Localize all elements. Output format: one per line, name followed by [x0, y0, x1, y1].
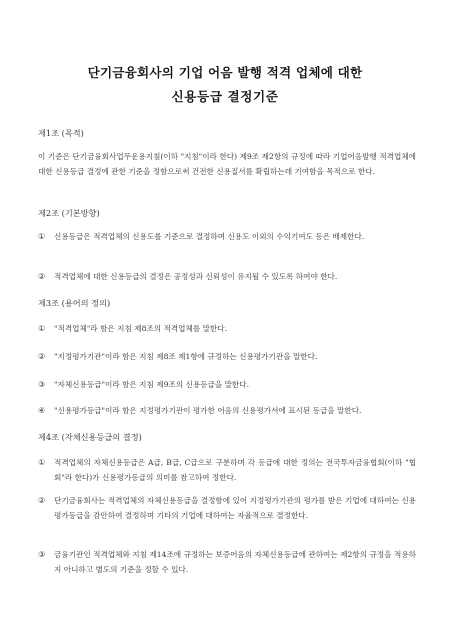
- article-3-item-2: [38, 350, 416, 365]
- item-text: 신용등급은 적격업체의 신용도를 기준으로 결정하며 신용도 이외의 수익기여도 등은 배제한다.: [54, 232, 365, 241]
- item-number: ①: [38, 232, 46, 241]
- article-3-heading: 제3조 (용어의 정의): [38, 298, 111, 308]
- item-text: 적격업체에 대한 신용등급의 결정은 공정성과 신뢰성이 유지될 수 있도록 하여야 한다.: [54, 272, 338, 281]
- item-text: "자체신용등급"이라 함은 지침 제9조의 신용등급을 말한다.: [54, 380, 250, 389]
- article-4-item-2: [38, 494, 416, 523]
- article-2-item-1: [38, 230, 416, 245]
- article-3-item-4: [38, 404, 416, 419]
- document-title-line-1: 단기금융회사의 기업 어음 발행 적격 업체에 대한: [87, 65, 363, 80]
- article-1-paragraph: 이 기준은 단기금융회사업무운용지침(이하 "지침"이라 한다) 제9조 제2항의 규정에 따라 기업어음발행 적격업체에 대한 신용등급 결정에 관한 기준을 정함으로써 건전한 신용질서를 확립하는데 기여함을 목적으로 한다.: [38, 152, 416, 176]
- item-number: ③: [38, 380, 46, 389]
- item-text: "신용평가등급"이라 함은 지정평가기관이 평가한 어음의 신용평가서에 표시된 등급을 말한다.: [54, 406, 362, 415]
- article-3-item-1: [38, 322, 416, 337]
- article-1-heading: 제1조 (목적): [38, 128, 84, 138]
- item-text: "적격업체"라 함은 지침 제8조의 적격업체를 말한다.: [54, 324, 228, 333]
- document-title-line-2: 신용등급 결정기준: [171, 89, 279, 104]
- item-number: ①: [38, 458, 46, 467]
- item-text: 적격업체의 자체신용등급은 A급, B급, C급으로 구분하며 각 등급에 대한 정의는 전국투자금융협회(이하 "협회"라 한다)가 신용평가등급의 의미를 참고하여 정한다.: [54, 458, 416, 482]
- article-4-heading: 제4조 (자체신용등급의 결정): [38, 432, 142, 442]
- item-text: 금융기관인 적격업체와 지침 제14조에 규정하는 보증어음의 자체신용등급에 관하여는 제2항의 규정을 적용하지 아니하고 별도의 기준을 정할 수 있다.: [54, 550, 416, 574]
- item-number: ②: [38, 272, 46, 281]
- article-4-item-3: [38, 548, 416, 577]
- item-number: ②: [38, 352, 46, 361]
- article-2-item-2: [38, 270, 416, 285]
- item-text: 단기금융회사는 적격업체의 자체신용등급을 결정함에 있어 지정평가기관의 평가를 받은 기업에 대하여는 신용평가등급을 감안하여 결정하며 기타의 기업에 대하여는 자율적으로 결정한다.: [54, 496, 416, 520]
- article-4-item-1: [38, 456, 416, 485]
- item-text: "지정평가기관"이라 함은 지침 제8조 제1항에 규정하는 신용평가기관을 말한다.: [54, 352, 318, 361]
- article-3-item-3: [38, 378, 416, 393]
- item-number: ①: [38, 324, 46, 333]
- article-2-heading: 제2조 (기본방향): [38, 208, 100, 218]
- item-number: ④: [38, 406, 46, 415]
- item-number: ②: [38, 496, 46, 505]
- item-number: ③: [38, 550, 46, 559]
